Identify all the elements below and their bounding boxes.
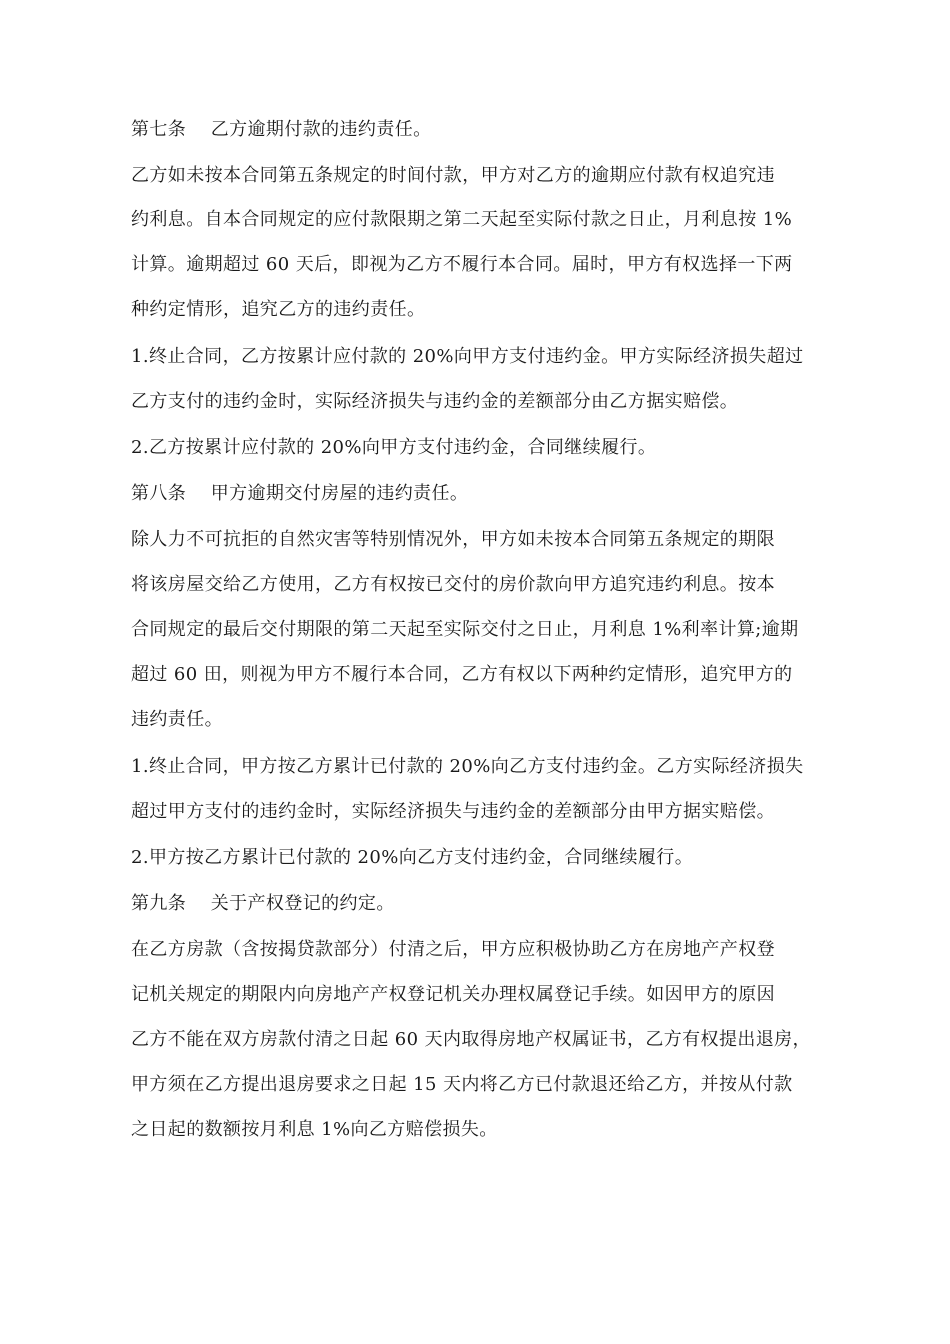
clause-item-2: 2.乙方按累计应付款的 20%向甲方支付违约金，合同继续履行。 xyxy=(131,437,657,458)
paragraph-line: 乙方如未按本合同第五条规定的时间付款，甲方对乙方的逾期应付款有权追究违 xyxy=(131,165,775,186)
paragraph-line: 约利息。自本合同规定的应付款限期之第二天起至实际付款之日止，月利息按 1% xyxy=(131,209,793,230)
paragraph-line: 违约责任。 xyxy=(131,709,223,730)
paragraph-line: 种约定情形，追究乙方的违约责任。 xyxy=(131,299,426,320)
clause-item-1: 1.终止合同，乙方按累计应付款的 20%向甲方支付违约金。甲方实际经济损失超过 xyxy=(131,346,804,367)
paragraph-line: 乙方不能在双方房款付清之日起 60 天内取得房地产权属证书，乙方有权提出退房， xyxy=(131,1029,811,1050)
article-7-heading: 第七条 乙方逾期付款的违约责任。 xyxy=(131,119,432,140)
clause-item-2: 2.甲方按乙方累计已付款的 20%向乙方支付违约金，合同继续履行。 xyxy=(131,847,694,868)
paragraph-line: 超过 60 田，则视为甲方不履行本合同，乙方有权以下两种约定情形，追究甲方的 xyxy=(131,664,793,685)
paragraph-line: 甲方须在乙方提出退房要求之日起 15 天内将乙方已付款退还给乙方，并按从付款 xyxy=(131,1074,793,1095)
article-8-heading: 第八条 甲方逾期交付房屋的违约责任。 xyxy=(131,483,469,504)
paragraph-line: 乙方支付的违约金时，实际经济损失与违约金的差额部分由乙方据实赔偿。 xyxy=(131,391,739,412)
paragraph-line: 之日起的数额按月利息 1%向乙方赔偿损失。 xyxy=(131,1119,498,1140)
paragraph-line: 合同规定的最后交付期限的第二天起至实际交付之日止，月利息 1%利率计算;逾期 xyxy=(131,619,799,640)
paragraph-line: 超过甲方支付的违约金时，实际经济损失与违约金的差额部分由甲方据实赔偿。 xyxy=(131,801,775,822)
clause-item-1: 1.终止合同，甲方按乙方累计已付款的 20%向乙方支付违约金。乙方实际经济损失 xyxy=(131,756,804,777)
paragraph-line: 在乙方房款（含按揭贷款部分）付清之后，甲方应积极协助乙方在房地产产权登 xyxy=(131,939,775,960)
paragraph-line: 除人力不可抗拒的自然灾害等特别情况外，甲方如未按本合同第五条规定的期限 xyxy=(131,529,775,550)
article-9-heading: 第九条 关于产权登记的约定。 xyxy=(131,893,395,914)
paragraph-line: 将该房屋交给乙方使用，乙方有权按已交付的房价款向甲方追究违约利息。按本 xyxy=(131,574,775,595)
paragraph-line: 计算。逾期超过 60 天后，即视为乙方不履行本合同。届时，甲方有权选择一下两 xyxy=(131,254,793,275)
paragraph-line: 记机关规定的期限内向房地产产权登记机关办理权属登记手续。如因甲方的原因 xyxy=(131,984,775,1005)
